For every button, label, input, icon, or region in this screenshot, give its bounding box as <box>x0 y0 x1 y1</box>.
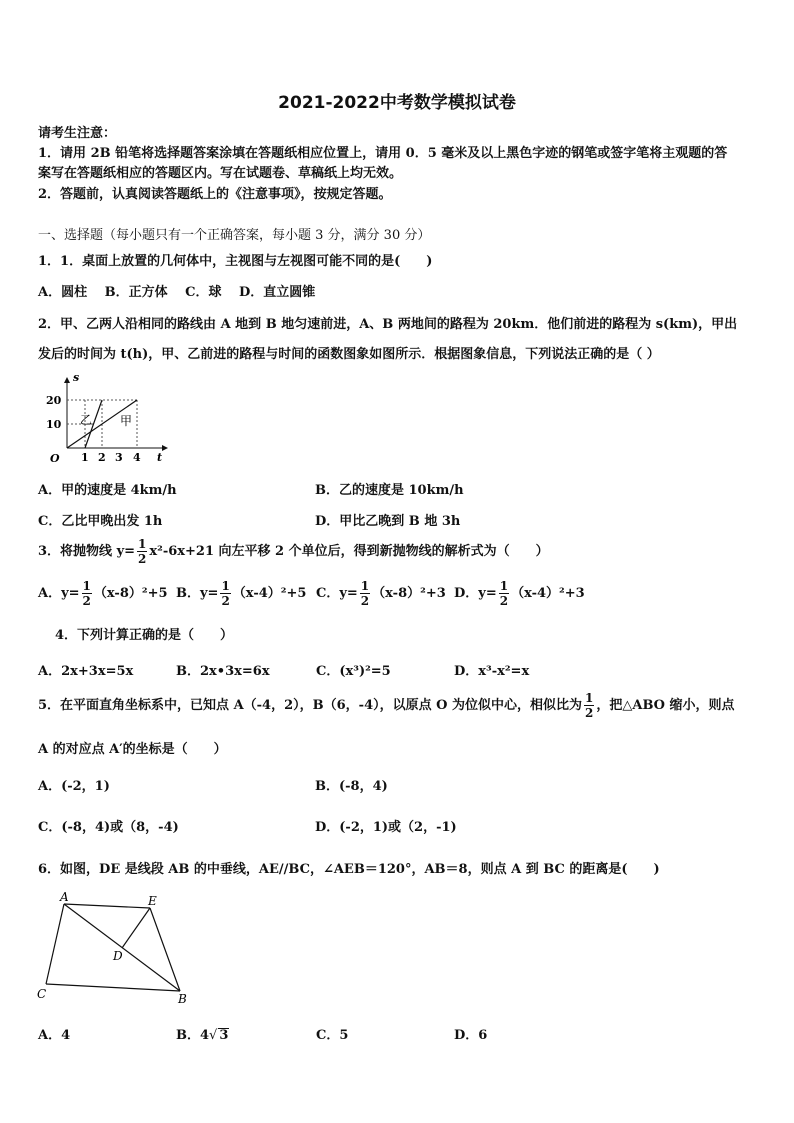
q5-stem-line2: A 的对应点 A′的坐标是（ ） <box>38 742 227 757</box>
page-title: 2021-2022中考数学模拟试卷 <box>278 93 516 113</box>
q5-option-c: C．(-8，4)或（8，-4) <box>38 820 179 835</box>
q5-stem-line1: 5．在平面直角坐标系中，已知点 A（-4，2），B（6，-4），以原点 O 为位似中心，相似比为 $\frac{1}{2}$ ，把△ABO 缩小，则点 <box>38 691 735 720</box>
label-yi: 乙 <box>80 413 93 427</box>
q6-stem: 6．如图，DE 是线段 AB 的中垂线，AE//BC，∠AEB＝120°，AB＝8，则点 A 到 BC 的距离是( ) <box>38 862 660 877</box>
segment-eb <box>150 908 180 991</box>
notice-heading: 请考生注意： <box>38 126 117 141</box>
q6-option-c: C．5 <box>316 1028 349 1043</box>
q6-option-d: D．6 <box>454 1028 488 1043</box>
segment-ac <box>46 904 64 984</box>
q2-stem-line2: 发后的时间为 t(h)，甲、乙前进的路程与时间的函数图象如图所示．根据图象信息，下列说法正确的是（ ） <box>38 347 660 362</box>
notice-line-1b: 案写在答题纸相应的答题区内。写在试题卷、草稿纸上均无效。 <box>38 166 403 181</box>
segment-cb <box>46 984 180 991</box>
y-tick-20: 20 <box>46 394 62 407</box>
q3-option-a: A．y= $\frac{1}{2}$ （x-8）²+5 <box>38 579 168 608</box>
q3-option-b: B．y= $\frac{1}{2}$ （x-4）²+5 <box>176 579 307 608</box>
y-tick-10: 10 <box>46 418 62 431</box>
q3-option-c: C．y= $\frac{1}{2}$ （x-8）²+3 <box>316 579 446 608</box>
q5-option-a: A．(-2，1) <box>38 779 110 794</box>
segment-ae <box>64 904 150 908</box>
y-axis-label: s <box>73 372 80 384</box>
q1-options: A．圆柱 B．正方体 C．球 D．直立圆锥 <box>38 285 316 300</box>
origin-label: O <box>50 452 60 465</box>
q3-fraction: $\frac{1}{2}$ <box>138 537 147 566</box>
point-e-label: E <box>148 894 157 908</box>
q2-option-d: D．甲比乙晚到 B 地 3h <box>315 514 461 529</box>
q4-option-b: B．2x•3x=6x <box>176 664 270 679</box>
q2-option-a: A．甲的速度是 4km/h <box>38 483 177 498</box>
x-tick-3: 3 <box>115 451 123 464</box>
section-heading: 一、选择题（每小题只有一个正确答案，每小题 3 分，满分 30 分） <box>38 228 431 243</box>
q3-option-d: D．y= $\frac{1}{2}$ （x-4）²+3 <box>454 579 585 608</box>
q6-option-a: A．4 <box>38 1028 71 1043</box>
q2-option-b: B．乙的速度是 10km/h <box>315 483 464 498</box>
label-jia: 甲 <box>120 414 133 428</box>
q2-graph <box>40 372 175 467</box>
q4-stem: 4．下列计算正确的是（ ） <box>55 628 234 643</box>
q4-option-d: D．x³-x²=x <box>454 664 530 679</box>
x-tick-1: 1 <box>81 451 89 464</box>
q4-option-a: A．2x+3x=5x <box>38 664 134 679</box>
q2-option-c: C．乙比甲晚出发 1h <box>38 514 163 529</box>
point-b-label: B <box>178 992 187 1006</box>
x-tick-4: 4 <box>133 451 141 464</box>
q5-fraction: $\frac{1}{2}$ <box>585 691 594 720</box>
notice-line-1a: 1．请用 2B 铅笔将选择题答案涂填在答题纸相应位置上，请用 0．5 毫米及以上黑色字迹的钢笔或签字笔将主观题的答 <box>38 146 728 161</box>
q2-stem-line1: 2．甲、乙两人沿相同的路线由 A 地到 B 地匀速前进，A、B 两地间的路程为 20km．他们前进的路程为 s(km)，甲出 <box>38 317 738 332</box>
point-d-label: D <box>113 949 123 963</box>
q6-figure <box>32 888 202 1010</box>
q4-option-c: C．(x³)²=5 <box>316 664 391 679</box>
q6-option-b: B．4√ 3 <box>176 1028 229 1043</box>
x-tick-2: 2 <box>98 451 106 464</box>
notice-line-2: 2．答题前，认真阅读答题纸上的《注意事项》，按规定答题。 <box>38 187 392 202</box>
q3-stem-pre: 3．将抛物线 y= <box>38 544 136 559</box>
q5-option-d: D．(-2，1)或（2，-1) <box>315 820 457 835</box>
point-c-label: C <box>37 987 47 1001</box>
sqrt-symbol: √ <box>209 1028 218 1043</box>
q3-stem-post: x²-6x+21 向左平移 2 个单位后，得到新抛物线的解析式为（ ） <box>149 544 549 559</box>
segment-ed <box>122 908 150 948</box>
q5-option-b: B．(-8，4) <box>315 779 388 794</box>
point-a-label: A <box>60 890 69 904</box>
q1-stem: 1．1．桌面上放置的几何体中，主视图与左视图可能不同的是( ) <box>38 254 433 269</box>
q3-stem <box>38 538 549 565</box>
x-axis-label: t <box>157 451 163 464</box>
